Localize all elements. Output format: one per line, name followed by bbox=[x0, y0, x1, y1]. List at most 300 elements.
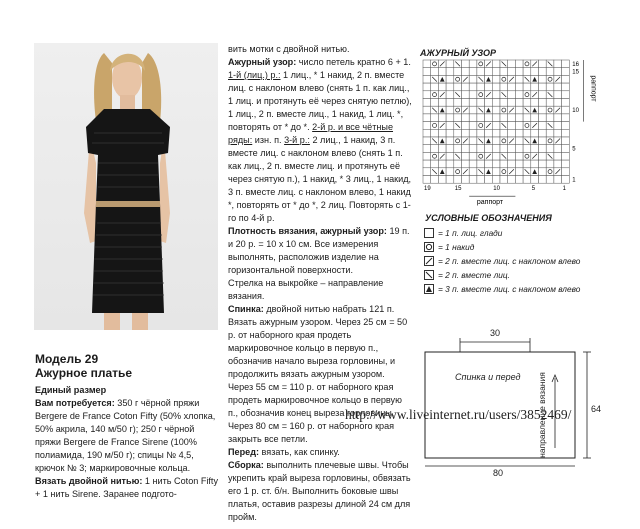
yarn-label: Вязать двойной нитью: bbox=[35, 476, 143, 486]
model-title: Модель 29 bbox=[35, 352, 99, 366]
assembly-label: Сборка: bbox=[228, 460, 264, 470]
chart-cell bbox=[500, 106, 508, 114]
chart-cell bbox=[539, 137, 547, 145]
chart-cell bbox=[562, 83, 570, 91]
chart-cell bbox=[546, 106, 554, 114]
chart-cell bbox=[462, 122, 470, 130]
chart-cell bbox=[539, 168, 547, 176]
row-number: 15 bbox=[572, 69, 579, 76]
size-label: Единый размер bbox=[35, 385, 107, 395]
chart-cell bbox=[554, 114, 562, 122]
column-number: 1 bbox=[562, 186, 566, 193]
chart-cell bbox=[539, 83, 547, 91]
chart-cell bbox=[523, 60, 531, 68]
pattern-text-3: изн. п. bbox=[254, 135, 282, 145]
chart-cell bbox=[477, 68, 485, 76]
chart-cell bbox=[492, 114, 500, 122]
chart-cell bbox=[508, 83, 516, 91]
chart-cell bbox=[469, 99, 477, 107]
chart-cell bbox=[423, 114, 431, 122]
chart-cell bbox=[454, 83, 462, 91]
chart-cell bbox=[500, 75, 508, 83]
column-number: 15 bbox=[454, 186, 462, 193]
row-number: 5 bbox=[572, 146, 576, 153]
chart-cell bbox=[446, 99, 454, 107]
chart-cell bbox=[454, 160, 462, 168]
chart-cell bbox=[515, 145, 523, 153]
chart-cell bbox=[531, 68, 539, 76]
chart-cell bbox=[546, 68, 554, 76]
chart-cell bbox=[531, 129, 539, 137]
chart-cell bbox=[554, 68, 562, 76]
bottom-repeat-label: раппорт bbox=[476, 199, 504, 207]
chart-cell bbox=[477, 122, 485, 130]
chart-cell bbox=[500, 145, 508, 153]
chart-cell bbox=[446, 91, 454, 99]
chart-title: АЖУРНЫЙ УЗОР bbox=[420, 48, 496, 58]
chart-cell bbox=[562, 99, 570, 107]
chart-cell bbox=[523, 91, 531, 99]
chart-cell bbox=[438, 114, 446, 122]
chart-cell bbox=[539, 114, 547, 122]
chart-cell bbox=[431, 152, 439, 160]
chart-cell bbox=[462, 145, 470, 153]
chart-cell bbox=[531, 114, 539, 122]
chart-cell bbox=[492, 75, 500, 83]
piece-label: Спинка и перед bbox=[455, 372, 521, 382]
chart-cell bbox=[500, 129, 508, 137]
triangle-icon bbox=[424, 284, 434, 294]
chart-cell bbox=[500, 137, 508, 145]
chart-cell bbox=[523, 99, 531, 107]
chart-cell bbox=[546, 99, 554, 107]
chart-cell bbox=[469, 60, 477, 68]
pattern-text-4: 2 лиц., 1 накид, 3 п. вместе лиц. с наклоном влево (снять 1 п. как лиц., 2 п. вместе лиц. и протянуть её через снятую п.), 1 накид, * 3 лиц., 1 накид, 3 п. вместе лиц. с наклоном влево, 1 накид *, повторять от * до *, 2 лиц. Повторять с 1-го по 4-й р. bbox=[228, 135, 412, 223]
front-label: Перед: bbox=[228, 447, 260, 457]
chart-cell bbox=[438, 129, 446, 137]
chart-cell bbox=[554, 176, 562, 184]
chart-cell bbox=[462, 114, 470, 122]
chart-cell bbox=[492, 145, 500, 153]
left-slant-icon bbox=[424, 256, 434, 266]
chart-cell bbox=[431, 99, 439, 107]
chart-cell bbox=[462, 160, 470, 168]
chart-cell bbox=[485, 160, 493, 168]
chart-cell bbox=[438, 176, 446, 184]
density-label: Плотность вязания, ажурный узор: bbox=[228, 226, 387, 236]
chart-cell bbox=[554, 160, 562, 168]
yarn-text: 1 нить Coton Fifty + 1 нить Sirene. Заранее подгото- bbox=[35, 476, 219, 499]
chart-cell bbox=[423, 68, 431, 76]
chart-cell bbox=[546, 83, 554, 91]
chart-cell bbox=[554, 129, 562, 137]
chart-cell bbox=[554, 99, 562, 107]
chart-cell bbox=[454, 99, 462, 107]
chart-cell bbox=[492, 160, 500, 168]
chart-cell bbox=[562, 129, 570, 137]
chart-cell bbox=[469, 106, 477, 114]
chart-cell bbox=[554, 83, 562, 91]
chart-cell bbox=[500, 68, 508, 76]
chart-cell bbox=[515, 68, 523, 76]
chart-cell bbox=[539, 122, 547, 130]
chart-cell bbox=[508, 60, 516, 68]
chart-cell bbox=[477, 83, 485, 91]
chart-cell bbox=[446, 114, 454, 122]
column-number: 19 bbox=[424, 186, 431, 193]
chart-cell bbox=[554, 145, 562, 153]
chart-cell bbox=[469, 168, 477, 176]
model-heading bbox=[35, 352, 225, 380]
chart-cell bbox=[477, 60, 485, 68]
chart-cell bbox=[454, 114, 462, 122]
chart-cell bbox=[431, 83, 439, 91]
chart-cell bbox=[438, 68, 446, 76]
chart-cell bbox=[423, 83, 431, 91]
chart-cell bbox=[492, 91, 500, 99]
chart-cell bbox=[515, 122, 523, 130]
chart-cell bbox=[462, 91, 470, 99]
chart-cell bbox=[531, 83, 539, 91]
chart-cell bbox=[485, 176, 493, 184]
chart-cell bbox=[562, 145, 570, 153]
legend-label: = 1 накид bbox=[438, 242, 475, 252]
pattern-text-1: число петель кратно 6 + 1. bbox=[298, 57, 411, 67]
chart-cell bbox=[423, 152, 431, 160]
chart-cell bbox=[546, 137, 554, 145]
chart-cell bbox=[446, 122, 454, 130]
chart-cell bbox=[469, 145, 477, 153]
chart-cell bbox=[562, 75, 570, 83]
chart-cell bbox=[492, 137, 500, 145]
chart-cell bbox=[500, 114, 508, 122]
chart-cell bbox=[562, 160, 570, 168]
chart-cell bbox=[438, 83, 446, 91]
chart-cell bbox=[462, 129, 470, 137]
chart-cell bbox=[431, 129, 439, 137]
chart-cell bbox=[423, 145, 431, 153]
chart-cell bbox=[508, 129, 516, 137]
chart-cell bbox=[539, 129, 547, 137]
chart-cell bbox=[446, 160, 454, 168]
chart-cell bbox=[515, 137, 523, 145]
legend-item-sk2p bbox=[424, 282, 580, 296]
chart-cell bbox=[485, 99, 493, 107]
chart-cell bbox=[485, 68, 493, 76]
chart-cell bbox=[477, 129, 485, 137]
column-number: 5 bbox=[531, 186, 536, 193]
chart-cell bbox=[546, 114, 554, 122]
chart-cell bbox=[554, 91, 562, 99]
chart-cell bbox=[477, 152, 485, 160]
chart-cell bbox=[492, 168, 500, 176]
chart-cell bbox=[515, 99, 523, 107]
chart-cell bbox=[546, 129, 554, 137]
chart-cell bbox=[446, 83, 454, 91]
chart-cell bbox=[423, 137, 431, 145]
chart-cell bbox=[431, 160, 439, 168]
chart-cell bbox=[539, 91, 547, 99]
chart-cell bbox=[546, 168, 554, 176]
chart-cell bbox=[477, 91, 485, 99]
chart-cell bbox=[454, 75, 462, 83]
chart-cell bbox=[446, 75, 454, 83]
chart-cell bbox=[423, 99, 431, 107]
chart-cell bbox=[462, 68, 470, 76]
chart-cell bbox=[515, 106, 523, 114]
chart-cell bbox=[539, 68, 547, 76]
chart-cell bbox=[500, 160, 508, 168]
chart-cell bbox=[477, 176, 485, 184]
chart-cell bbox=[438, 99, 446, 107]
chart-cell bbox=[446, 168, 454, 176]
chart-cell bbox=[515, 75, 523, 83]
chart-cell bbox=[539, 60, 547, 68]
length-value: 64 bbox=[591, 404, 602, 414]
chart-cell bbox=[462, 99, 470, 107]
chart-cell bbox=[539, 75, 547, 83]
chart-cell bbox=[515, 168, 523, 176]
chart-cell bbox=[469, 75, 477, 83]
chart-cell bbox=[423, 168, 431, 176]
chart-cell bbox=[438, 160, 446, 168]
neck-width: 30 bbox=[490, 328, 501, 338]
chart-cell bbox=[485, 145, 493, 153]
chart-cell bbox=[562, 122, 570, 130]
column-number: 10 bbox=[493, 186, 500, 193]
chart-cell bbox=[531, 176, 539, 184]
chart-cell bbox=[531, 99, 539, 107]
legend-item-knit bbox=[424, 226, 580, 240]
chart-cell bbox=[508, 68, 516, 76]
chart-cell bbox=[492, 99, 500, 107]
chart-cell bbox=[469, 152, 477, 160]
circle-icon bbox=[424, 242, 434, 252]
legend-title: УСЛОВНЫЕ ОБОЗНАЧЕНИЯ bbox=[425, 213, 552, 223]
model-subtitle: Ажурное платье bbox=[35, 366, 133, 380]
chart-cell bbox=[515, 129, 523, 137]
chart-cell bbox=[469, 114, 477, 122]
chart-cell bbox=[454, 168, 462, 176]
chart-cell bbox=[431, 68, 439, 76]
chart-cell bbox=[515, 152, 523, 160]
chart-cell bbox=[523, 122, 531, 130]
chart-cell bbox=[446, 145, 454, 153]
chart-cell bbox=[508, 176, 516, 184]
chart-cell bbox=[431, 91, 439, 99]
chart-cell bbox=[539, 152, 547, 160]
chart-cell bbox=[523, 68, 531, 76]
chart-cell bbox=[462, 176, 470, 184]
cont-text: вить мотки с двойной нитью. bbox=[228, 44, 350, 54]
chart-cell bbox=[454, 176, 462, 184]
chart-cell bbox=[546, 145, 554, 153]
chart-cell bbox=[485, 83, 493, 91]
right-slant-icon bbox=[424, 270, 434, 280]
chart-cell bbox=[515, 114, 523, 122]
pattern-text-2: 1 лиц., * 1 накид, 2 п. вместе лиц. с наклоном влево (снять 1 п. как лиц., 1 лиц. и протянуть её через снятую петлю), 1 лиц., 2 п. вместе лиц., 1 накид, 1 лиц. *, повторять от * до *. bbox=[228, 70, 412, 132]
row-number: 1 bbox=[572, 177, 576, 184]
chart-cell bbox=[454, 129, 462, 137]
row-number: 10 bbox=[572, 108, 579, 115]
chart-cell bbox=[562, 106, 570, 114]
chart-cell bbox=[515, 60, 523, 68]
width-value: 80 bbox=[493, 468, 504, 478]
chart-cell bbox=[469, 137, 477, 145]
chart-cell bbox=[539, 160, 547, 168]
dress-schematic bbox=[415, 320, 605, 478]
chart-cell bbox=[562, 91, 570, 99]
chart-cell bbox=[508, 114, 516, 122]
chart-cell bbox=[523, 176, 531, 184]
chart-cell bbox=[462, 152, 470, 160]
back-text: двойной нитью набрать 121 п. Вязать ажурным узором. Через 25 см = 50 р. от наборного края продеть маркировочное кольцо в первую п., обозначив начало выреза горловины, и продолжить вязать ажурным узором. Через 55 см = 110 р. от наборного края продеть маркировочное кольцо в первую п., обозначив конец выреза горловины. Через 80 см = 160 р. от наборного края закрыть все петли. bbox=[228, 304, 408, 444]
chart-cell bbox=[423, 176, 431, 184]
chart-cell bbox=[469, 91, 477, 99]
chart-cell bbox=[454, 106, 462, 114]
chart-cell bbox=[539, 106, 547, 114]
chart-cell bbox=[423, 129, 431, 137]
arrow-text: Стрелка на выкройке – направление вязания. bbox=[228, 278, 384, 301]
chart-cell bbox=[492, 152, 500, 160]
chart-cell bbox=[462, 83, 470, 91]
pattern-label: Ажурный узор: bbox=[228, 57, 297, 67]
chart-cell bbox=[446, 68, 454, 76]
chart-cell bbox=[477, 99, 485, 107]
model-photo bbox=[34, 43, 218, 330]
chart-cell bbox=[423, 106, 431, 114]
chart-cell bbox=[562, 152, 570, 160]
chart-cell bbox=[485, 114, 493, 122]
chart-cell bbox=[492, 68, 500, 76]
chart-cell bbox=[562, 114, 570, 122]
chart-cell bbox=[546, 160, 554, 168]
chart-cell bbox=[454, 137, 462, 145]
chart-cell bbox=[454, 68, 462, 76]
legend-label: = 1 п. лиц. глади bbox=[438, 228, 503, 238]
chart-cell bbox=[515, 91, 523, 99]
chart-cell bbox=[508, 152, 516, 160]
chart-cell bbox=[462, 60, 470, 68]
chart-cell bbox=[515, 160, 523, 168]
chart-cell bbox=[438, 145, 446, 153]
row2-label: 2-й р. и все чётные ряды: bbox=[228, 122, 394, 145]
chart-cell bbox=[492, 122, 500, 130]
density-text: 19 п. и 20 р. = 10 х 10 см. Все измерения выполнять, расположив изделие на горизонтальной поверхности. bbox=[228, 226, 410, 275]
chart-cell bbox=[539, 176, 547, 184]
chart-cell bbox=[523, 152, 531, 160]
chart-cell bbox=[562, 176, 570, 184]
chart-cell bbox=[423, 75, 431, 83]
chart-cell bbox=[469, 160, 477, 168]
chart-cell bbox=[492, 129, 500, 137]
chart-cell bbox=[446, 152, 454, 160]
chart-cell bbox=[469, 83, 477, 91]
row1-label: 1-й (лиц.) р.: bbox=[228, 70, 281, 80]
chart-cell bbox=[500, 168, 508, 176]
chart-cell bbox=[562, 68, 570, 76]
legend-item-yarnover bbox=[424, 240, 580, 254]
materials-label: Вам потребуется: bbox=[35, 398, 115, 408]
chart-cell bbox=[431, 176, 439, 184]
chart-cell bbox=[554, 152, 562, 160]
chart-cell bbox=[454, 145, 462, 153]
chart-cell bbox=[562, 60, 570, 68]
chart-cell bbox=[469, 122, 477, 130]
watermark-url: http://www.liveinternet.ru/users/3852469/ bbox=[345, 407, 572, 422]
chart-cell bbox=[469, 68, 477, 76]
chart-cell bbox=[446, 106, 454, 114]
back-label: Спинка: bbox=[228, 304, 264, 314]
chart-cell bbox=[500, 176, 508, 184]
chart-cell bbox=[446, 137, 454, 145]
chart-cell bbox=[477, 145, 485, 153]
chart-cell bbox=[508, 145, 516, 153]
chart-cell bbox=[423, 160, 431, 168]
chart-cell bbox=[562, 168, 570, 176]
row-number: 16 bbox=[572, 62, 579, 68]
chart-cell bbox=[500, 99, 508, 107]
chart-cell bbox=[446, 176, 454, 184]
chart-cell bbox=[431, 145, 439, 153]
assembly-text: выполнить плечевые швы. Чтобы укрепить край выреза горловины, обвязать его 1 р. ст. б/н. Выполнить боковые швы платья, оставив разрезы длиной 24 см для пройм. bbox=[228, 460, 411, 522]
chart-cell bbox=[485, 129, 493, 137]
chart-cell bbox=[554, 122, 562, 130]
chart-cell bbox=[469, 176, 477, 184]
chart-cell bbox=[500, 83, 508, 91]
chart-cell bbox=[508, 91, 516, 99]
chart-cell bbox=[492, 106, 500, 114]
chart-cell bbox=[515, 176, 523, 184]
row3-label: 3-й р.: bbox=[284, 135, 310, 145]
chart-cell bbox=[546, 176, 554, 184]
instructions-column bbox=[228, 43, 412, 524]
chart-cell bbox=[423, 122, 431, 130]
materials-text: 350 г чёрной пряжи Bergere de France Coton Fifty (50% хлопка, 50% акрила, 140 м/50 г); 250 г чёрной пряжи Bergere de France Sirene (100% полиамида, 190 м/50 г); спицы № 4,5, крючок № 3; маркировочные кольца. bbox=[35, 398, 216, 473]
chart-cell bbox=[431, 60, 439, 68]
chart-cell bbox=[508, 160, 516, 168]
chart-cell bbox=[477, 114, 485, 122]
chart-cell bbox=[492, 176, 500, 184]
chart-cell bbox=[515, 83, 523, 91]
chart-cell bbox=[523, 160, 531, 168]
legend-label: = 2 п. вместе лиц. bbox=[438, 270, 510, 280]
chart-cell bbox=[546, 75, 554, 83]
chart-cell bbox=[492, 83, 500, 91]
empty-square-icon bbox=[424, 228, 434, 238]
chart-cell bbox=[523, 129, 531, 137]
legend-item-ssk bbox=[424, 254, 580, 268]
chart-cell bbox=[508, 122, 516, 130]
chart-cell bbox=[423, 91, 431, 99]
side-repeat-label: раппорт bbox=[589, 75, 597, 102]
legend-item-k2tog bbox=[424, 268, 580, 282]
legend-label: = 2 п. вместе лиц. с наклоном влево bbox=[438, 256, 581, 266]
chart-cell bbox=[431, 114, 439, 122]
front-text: вязать, как спинку. bbox=[261, 447, 340, 457]
chart-cell bbox=[423, 60, 431, 68]
chart-cell bbox=[562, 137, 570, 145]
chart-cell bbox=[446, 60, 454, 68]
legend-label: = 3 п. вместе лиц. с наклоном влево bbox=[438, 284, 581, 294]
chart-cell bbox=[508, 99, 516, 107]
chart-cell bbox=[469, 129, 477, 137]
chart-cell bbox=[539, 145, 547, 153]
chart-cell bbox=[523, 83, 531, 91]
chart-cell bbox=[477, 160, 485, 168]
chart-cell bbox=[446, 129, 454, 137]
chart-cell bbox=[554, 60, 562, 68]
